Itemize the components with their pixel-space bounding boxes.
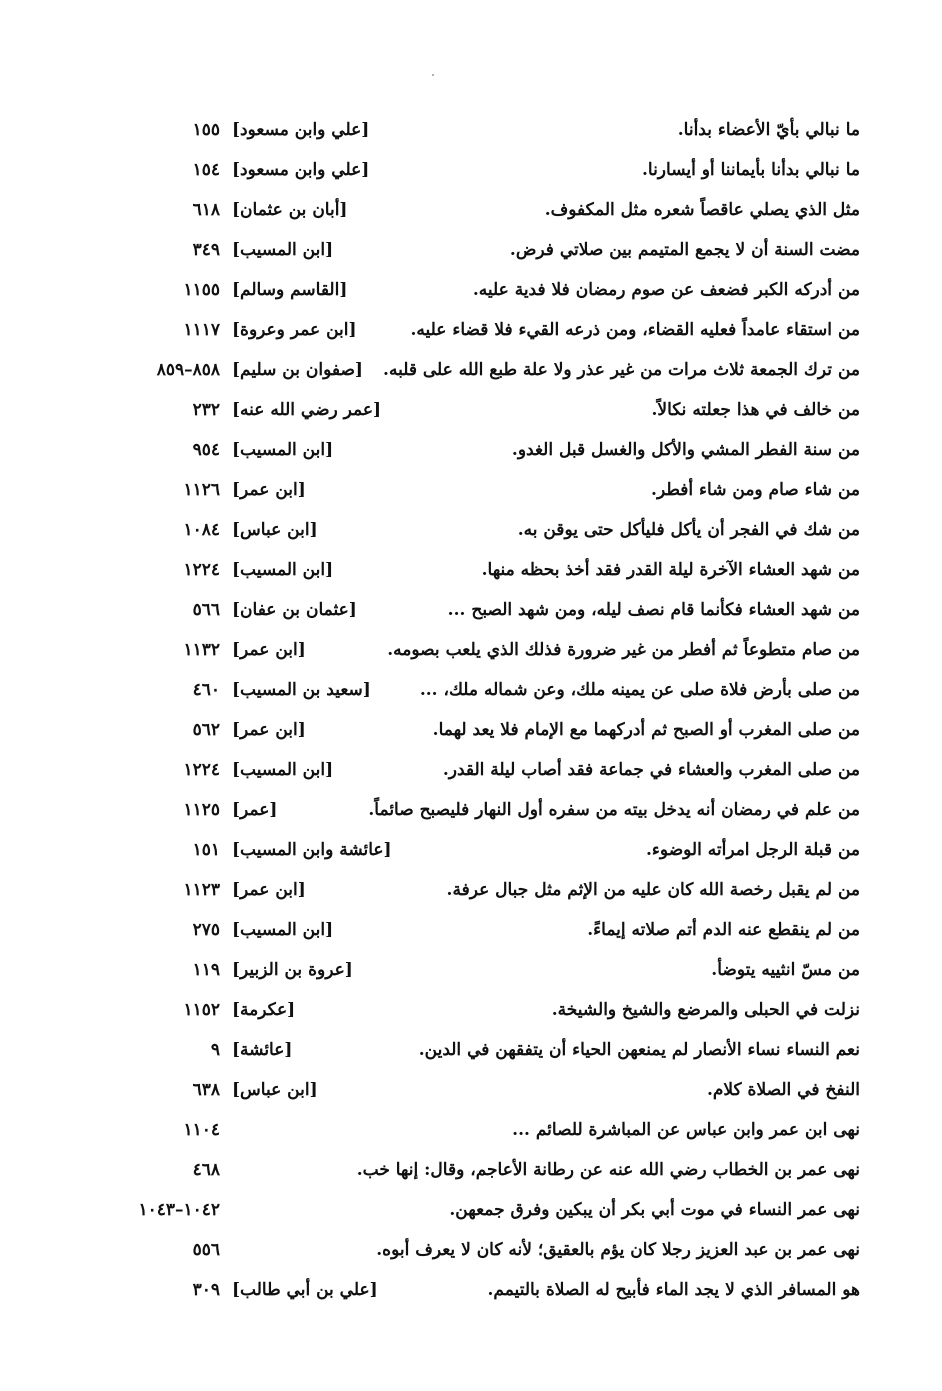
entry-source: [ابن المسيب]	[232, 560, 334, 580]
entry-page-number: ٣٠٩	[192, 1280, 220, 1300]
index-entry	[0, 1192, 942, 1232]
entry-source: [ابن عمر]	[232, 480, 306, 500]
entry-page-number: ١١٢٥	[183, 800, 220, 820]
entry-source: [ابن عمر]	[232, 640, 306, 660]
entry-text: من مسّ انثييه يتوضأ.	[711, 960, 860, 980]
index-entry	[0, 832, 942, 872]
index-entry	[0, 592, 942, 632]
entry-text: من صلى بأرض فلاة صلى عن يمينه ملك، وعن شماله ملك، ...	[419, 680, 860, 700]
entry-text: من أدركه الكبر فضعف عن صوم رمضان فلا فدية عليه.	[472, 280, 860, 300]
index-entry	[0, 192, 942, 232]
index-entry	[0, 632, 942, 672]
index-entry	[0, 472, 942, 512]
entry-text: من صلى المغرب والعشاء في جماعة فقد أصاب ليلة القدر.	[442, 760, 860, 780]
index-entry	[0, 312, 942, 352]
entry-page-number: ١١١٧	[183, 320, 220, 340]
entry-text: ما نبالي بدأنا بأيماننا أو أيسارنا.	[641, 160, 860, 180]
entry-source: [القاسم وسالم]	[232, 280, 348, 300]
entry-source: [سعيد بن المسيب]	[232, 680, 371, 700]
entry-text: نعم النساء نساء الأنصار لم يمنعهن الحياء أن يتفقهن في الدين.	[418, 1040, 860, 1060]
entry-text: نهى عمر النساء في موت أبي بكر أن يبكين وفرق جمعهن.	[449, 1200, 860, 1220]
index-entry	[0, 552, 942, 592]
entry-page-number: ٩	[210, 1040, 220, 1060]
entry-text: من شهد العشاء فكأنما قام نصف ليله، ومن شهد الصبح ...	[447, 600, 860, 620]
entry-source: [ابن عمر وعروة]	[232, 320, 357, 340]
entry-source: [ابن المسيب]	[232, 240, 334, 260]
entry-text: من شهد العشاء الآخرة ليلة القدر فقد أخذ بحظه منها.	[481, 560, 860, 580]
entry-page-number: ٥٦٢	[192, 720, 220, 740]
index-entry	[0, 792, 942, 832]
entry-source: [ابن المسيب]	[232, 760, 334, 780]
index-entry	[0, 272, 942, 312]
entry-text: من صلى المغرب أو الصبح ثم أدركهما مع الإمام فلا يعد لهما.	[432, 720, 860, 740]
entry-page-number: ٦١٨	[192, 200, 220, 220]
entry-page-number: ١٠٤٢–١٠٤٣	[138, 1200, 220, 1220]
index-entry	[0, 1072, 942, 1112]
entry-page-number: ١١٢٣	[183, 880, 220, 900]
index-entry	[0, 952, 942, 992]
entry-source: [عروة بن الزبير]	[232, 960, 353, 980]
index-entry	[0, 1112, 942, 1152]
entry-page-number: ١٥٤	[192, 160, 220, 180]
index-entry	[0, 1152, 942, 1192]
index-entry	[0, 232, 942, 272]
entry-source: [عائشة وابن المسيب]	[232, 840, 392, 860]
entry-page-number: ٥٦٦	[192, 600, 220, 620]
entry-source: [علي وابن مسعود]	[232, 120, 370, 140]
entry-page-number: ١١٩	[192, 960, 220, 980]
index-entry	[0, 512, 942, 552]
entry-page-number: ٤٦٠	[192, 680, 220, 700]
index-entry	[0, 992, 942, 1032]
entry-text: من قبلة الرجل امرأته الوضوء.	[646, 840, 860, 860]
index-entry	[0, 1272, 942, 1312]
index-list	[0, 112, 942, 1312]
entry-source: [ابن المسيب]	[232, 440, 334, 460]
entry-page-number: ٩٥٤	[192, 440, 220, 460]
entry-text: من علم في رمضان أنه يدخل بيته من سفره أول النهار فليصبح صائماً.	[368, 800, 860, 820]
entry-text: من لم يقبل رخصة الله كان عليه من الإثم مثل جبال عرفة.	[446, 880, 860, 900]
entry-page-number: ٥٥٦	[192, 1240, 220, 1260]
index-entry	[0, 712, 942, 752]
entry-source: [ابن عمر]	[232, 720, 306, 740]
entry-text: من لم ينقطع عنه الدم أتم صلاته إيماءً.	[587, 920, 860, 940]
index-entry	[0, 1232, 942, 1272]
entry-text: نهى ابن عمر وابن عباس عن المباشرة للصائم ...	[512, 1120, 860, 1140]
entry-page-number: ١٠٨٤	[183, 520, 220, 540]
entry-text: من خالف في هذا جعلته نكالاً.	[651, 400, 860, 420]
entry-source: [علي بن أبي طالب]	[232, 1280, 378, 1300]
entry-text: نهى عمر بن عبد العزيز رجلا كان يؤم بالعقيق؛ لأنه كان لا يعرف أبوه.	[376, 1240, 860, 1260]
scan-speck	[432, 74, 434, 76]
entry-source: [صفوان بن سليم]	[232, 360, 363, 380]
entry-source: [علي وابن مسعود]	[232, 160, 370, 180]
entry-page-number: ١١٢٦	[183, 480, 220, 500]
entry-text: نزلت في الحبلى والمرضع والشيخ والشيخة.	[551, 1000, 860, 1020]
entry-page-number: ٨٥٨–٨٥٩	[156, 360, 220, 380]
index-entry	[0, 1032, 942, 1072]
index-entry	[0, 872, 942, 912]
entry-text: من سنة الفطر المشي والأكل والغسل قبل الغدو.	[511, 440, 860, 460]
index-entry	[0, 352, 942, 392]
entry-page-number: ١٢٢٤	[183, 560, 220, 580]
entry-text: من شاء صام ومن شاء أفطر.	[651, 480, 860, 500]
entry-page-number: ١٥١	[192, 840, 220, 860]
entry-page-number: ٢٧٥	[192, 920, 220, 940]
entry-page-number: ٢٣٢	[192, 400, 220, 420]
index-entry	[0, 752, 942, 792]
entry-page-number: ١٥٥	[192, 120, 220, 140]
index-entry	[0, 112, 942, 152]
entry-source: [ابن عباس]	[232, 520, 318, 540]
entry-text: من صام متطوعاً ثم أفطر من غير ضرورة فذلك الذي يلعب بصومه.	[387, 640, 860, 660]
entry-source: [عثمان بن عفان]	[232, 600, 357, 620]
entry-source: [عمر]	[232, 800, 278, 820]
entry-source: [ابن عمر]	[232, 880, 306, 900]
entry-text: من ترك الجمعة ثلاث مرات من غير عذر ولا علة طبع الله على قلبه.	[383, 360, 860, 380]
entry-page-number: ١٢٢٤	[183, 760, 220, 780]
entry-source: [ابن عباس]	[232, 1080, 318, 1100]
entry-text: من استقاء عامداً فعليه القضاء، ومن ذرعه القيء فلا قضاء عليه.	[410, 320, 860, 340]
entry-text: مثل الذي يصلي عاقصاً شعره مثل المكفوف.	[544, 200, 860, 220]
entry-page-number: ٤٦٨	[192, 1160, 220, 1180]
entry-source: [عائشة]	[232, 1040, 293, 1060]
entry-page-number: ٦٣٨	[192, 1080, 220, 1100]
index-entry	[0, 392, 942, 432]
entry-page-number: ٣٤٩	[192, 240, 220, 260]
entry-source: [عمر رضي الله عنه]	[232, 400, 382, 420]
entry-source: [أبان بن عثمان]	[232, 200, 348, 220]
entry-source: [ابن المسيب]	[232, 920, 334, 940]
entry-text: نهى عمر بن الخطاب رضي الله عنه عن رطانة الأعاجم، وقال: إنها خب.	[356, 1160, 860, 1180]
entry-source: [عكرمة]	[232, 1000, 296, 1020]
entry-text: هو المسافر الذي لا يجد الماء فأبيح له الصلاة بالتيمم.	[487, 1280, 860, 1300]
entry-page-number: ١١٠٤	[183, 1120, 220, 1140]
entry-text: النفخ في الصلاة كلام.	[706, 1080, 860, 1100]
entry-page-number: ١١٥٥	[183, 280, 220, 300]
index-entry	[0, 912, 942, 952]
entry-text: من شك في الفجر أن يأكل فليأكل حتى يوقن به.	[517, 520, 860, 540]
entry-page-number: ١١٣٢	[183, 640, 220, 660]
entry-text: مضت السنة أن لا يجمع المتيمم بين صلاتي فرض.	[509, 240, 860, 260]
entry-text: ما نبالي بأيّ الأعضاء بدأنا.	[677, 120, 860, 140]
index-entry	[0, 152, 942, 192]
index-entry	[0, 672, 942, 712]
index-entry	[0, 432, 942, 472]
entry-page-number: ١١٥٢	[183, 1000, 220, 1020]
